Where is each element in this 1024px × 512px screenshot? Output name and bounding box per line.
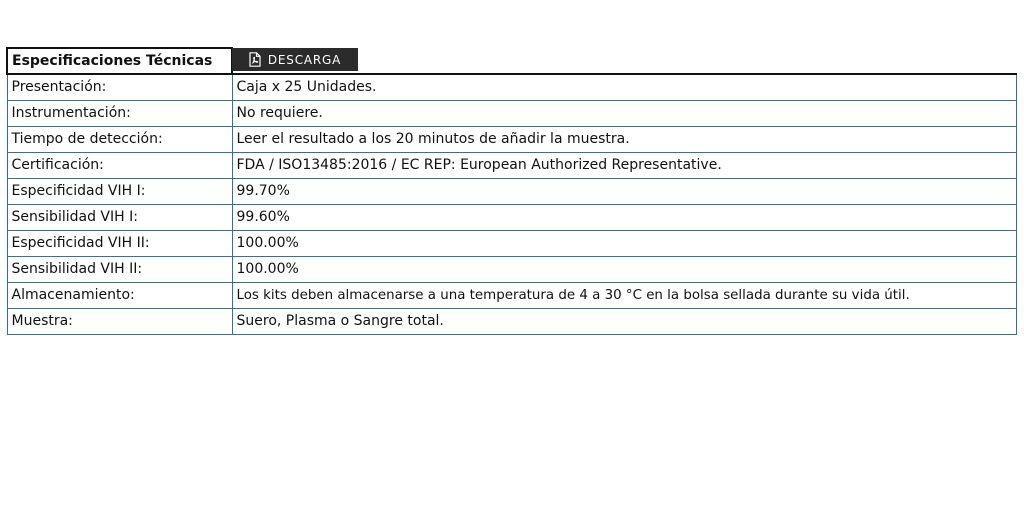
row-value: FDA / ISO13485:2016 / EC REP: European Authorized Representative.: [232, 153, 1016, 179]
pdf-file-icon: [249, 52, 261, 67]
table-title: Especificaciones Técnicas: [7, 48, 232, 74]
table-row: [7, 101, 1016, 127]
table-row: [7, 257, 1016, 283]
row-label: Sensibilidad VIH I:: [7, 205, 232, 231]
table-row: [7, 74, 1016, 101]
table-row: [7, 309, 1016, 335]
table-row: [7, 179, 1016, 205]
row-value: 100.00%: [232, 257, 1016, 283]
row-label: Especificidad VIH I:: [7, 179, 232, 205]
row-label: Especificidad VIH II:: [7, 231, 232, 257]
row-value: Los kits deben almacenarse a una temperatura de 4 a 30 °C en la bolsa sellada durante su vida útil.: [232, 283, 1016, 309]
download-button[interactable]: [232, 48, 358, 71]
row-label: Almacenamiento:: [7, 283, 232, 309]
row-label: Certificación:: [7, 153, 232, 179]
row-value: 100.00%: [232, 231, 1016, 257]
table-row: [7, 205, 1016, 231]
row-value: 99.70%: [232, 179, 1016, 205]
table-row: [7, 231, 1016, 257]
specifications-table: [6, 47, 1017, 335]
row-label: Muestra:: [7, 309, 232, 335]
table-header-row: [7, 48, 1016, 74]
row-value: Leer el resultado a los 20 minutos de añadir la muestra.: [232, 127, 1016, 153]
row-value: Suero, Plasma o Sangre total.: [232, 309, 1016, 335]
row-value: Caja x 25 Unidades.: [232, 74, 1016, 101]
row-label: Tiempo de detección:: [7, 127, 232, 153]
row-label: Presentación:: [7, 74, 232, 101]
table-row: [7, 127, 1016, 153]
row-label: Instrumentación:: [7, 101, 232, 127]
download-button-label: DESCARGA: [267, 52, 342, 67]
table-row: [7, 153, 1016, 179]
table-row: [7, 283, 1016, 309]
row-value: 99.60%: [232, 205, 1016, 231]
row-value: No requiere.: [232, 101, 1016, 127]
row-label: Sensibilidad VIH II:: [7, 257, 232, 283]
